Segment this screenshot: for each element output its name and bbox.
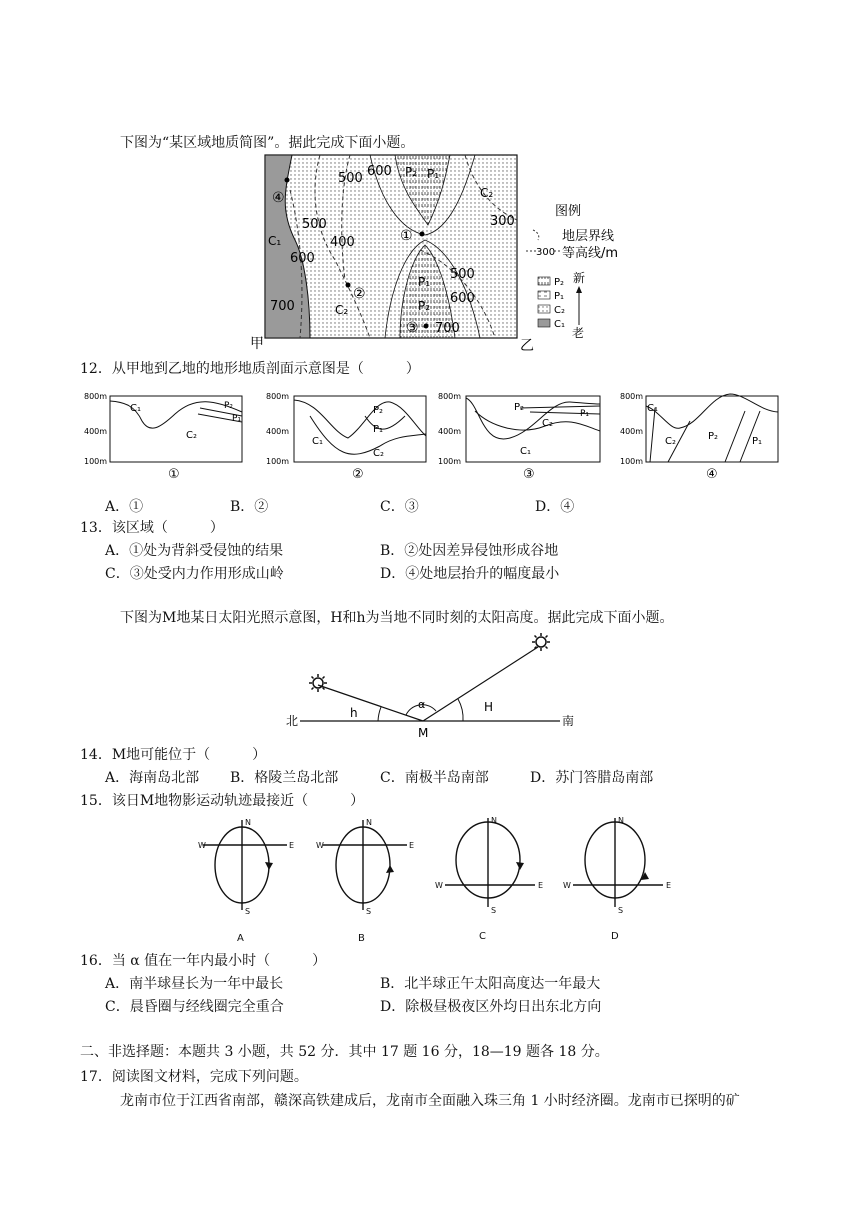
legend-item: C₁	[554, 319, 565, 330]
dir-label: N	[366, 818, 372, 827]
q14-option-b[interactable]: B．格陵兰岛北部	[230, 770, 339, 786]
y-label: 800m	[266, 392, 290, 401]
contour-label: 500	[450, 267, 475, 282]
contour-label: 500	[302, 217, 327, 232]
dir-label: E	[666, 881, 672, 890]
q17-text: 龙南市位于江西省南部，赣深高铁建成后，龙南市全面融入珠三角 1 小时经济圈。龙南市已探明的矿	[120, 1093, 740, 1109]
option-label[interactable]: C	[479, 931, 486, 942]
q14-option-c[interactable]: C．南极半岛南部	[380, 770, 489, 786]
option-label[interactable]: B	[358, 933, 365, 944]
profile-label: C₂	[542, 418, 553, 429]
dir-label: N	[245, 818, 251, 827]
sun-diagram	[288, 625, 588, 740]
profile-number: ①	[168, 467, 180, 482]
strata-label: P₁	[427, 167, 440, 181]
profile-label: P₂	[224, 401, 234, 411]
dir-label: S	[618, 906, 624, 915]
y-label: 400m	[438, 427, 462, 436]
y-label: 100m	[266, 457, 290, 466]
dir-label: W	[316, 841, 324, 850]
profile-number: ④	[706, 467, 718, 482]
y-label: 400m	[84, 427, 108, 436]
q16-option-b[interactable]: B．北半球正午太阳高度达一年最大	[380, 976, 601, 992]
sun-icon	[309, 674, 327, 692]
strata-label: C₁	[268, 234, 282, 248]
point-label: ③	[406, 320, 419, 336]
y-label: 800m	[438, 392, 462, 401]
q13-option-b[interactable]: B．②处因差异侵蚀形成谷地	[380, 543, 559, 559]
dir-label: W	[198, 841, 206, 850]
q12-option-d[interactable]: D．④	[535, 499, 575, 515]
big-h-label: H	[484, 700, 494, 714]
profile-label: P₁	[580, 409, 590, 419]
q12-option-c[interactable]: C．③	[380, 499, 419, 515]
contour-label: 300	[490, 214, 515, 229]
y-label: 100m	[438, 457, 462, 466]
profile-label: C₁	[520, 446, 531, 457]
q12-stem: 12．从甲地到乙地的地形地质剖面示意图是（ ）	[80, 361, 420, 377]
point-label: ④	[272, 190, 285, 206]
contour-label: 600	[450, 291, 475, 306]
dir-label: E	[409, 841, 415, 850]
y-label: 400m	[266, 427, 290, 436]
shadow-track-diagrams	[195, 815, 685, 945]
legend-old: 老	[572, 326, 585, 340]
section-2-heading: 二、非选择题：本题共 3 小题，共 52 分．其中 17 题 16 分，18—19 题各 18 分。	[80, 1044, 609, 1060]
contour-label: 500	[338, 171, 363, 186]
q17-stem: 17．阅读图文材料，完成下列问题。	[80, 1069, 308, 1085]
q16-option-d[interactable]: D．除极昼极夜区外均日出东北方向	[380, 999, 602, 1015]
y-label: 800m	[84, 392, 108, 401]
profile-label: C₁	[312, 436, 323, 447]
q14-stem: 14．M地可能位于（ ）	[80, 747, 267, 763]
contour-label: 400	[330, 235, 355, 250]
y-label: 100m	[620, 457, 644, 466]
profile-number: ③	[523, 467, 535, 482]
profile-diagrams	[80, 386, 790, 486]
q16-stem: 16．当 α 值在一年内最小时（ ）	[80, 953, 327, 969]
q15-stem: 15．该日M地物影运动轨迹最接近（ ）	[80, 793, 365, 809]
profile-label: C₁	[130, 403, 141, 414]
legend-item: P₂	[554, 277, 565, 288]
dir-label: W	[563, 881, 571, 890]
south-label: 南	[562, 714, 575, 728]
profile-label: C₂	[373, 448, 384, 459]
q13-option-c[interactable]: C．③处受内力作用形成山岭	[105, 566, 284, 582]
strata-label: C₂	[480, 186, 494, 200]
profile-label: P₁	[752, 436, 763, 447]
legend-contour-num: 300	[536, 247, 556, 258]
q16-option-c[interactable]: C．晨昏圈与经线圈完全重合	[105, 999, 284, 1015]
q12-option-b[interactable]: B．②	[230, 499, 269, 515]
contour-label: 700	[270, 299, 295, 314]
strata-label: P₂	[418, 299, 431, 313]
profile-label: C₁	[647, 403, 658, 414]
strata-label: C₂	[335, 303, 349, 317]
y-label: 100m	[84, 457, 108, 466]
option-label[interactable]: D	[611, 931, 619, 942]
profile-label: P₁	[232, 414, 242, 424]
north-label: 北	[286, 714, 299, 728]
intro-text-2: 下图为M地某日太阳光照示意图，H和h为当地不同时刻的太阳高度。据此完成下面小题。	[120, 610, 674, 626]
q14-option-a[interactable]: A．海南岛北部	[105, 770, 200, 786]
contour-label: 600	[367, 164, 392, 179]
dir-label: E	[538, 881, 544, 890]
strata-label: P₂	[405, 165, 418, 179]
legend-contour: 等高线/m	[562, 246, 619, 261]
profile-label: C₂	[665, 436, 676, 447]
strata-label: P₁	[418, 275, 431, 289]
q12-option-a[interactable]: A．①	[105, 499, 144, 515]
option-label[interactable]: A	[237, 933, 244, 944]
y-label: 800m	[620, 392, 644, 401]
profile-label: P₁	[373, 424, 384, 435]
legend-new: 新	[573, 271, 586, 285]
profile-label: P₂	[373, 405, 384, 416]
dir-label: E	[289, 841, 295, 850]
dir-label: S	[491, 906, 497, 915]
point-label: ①	[400, 228, 413, 244]
dir-label: W	[435, 881, 443, 890]
geologic-map	[250, 150, 650, 355]
q13-stem: 13．该区域（ ）	[80, 520, 224, 536]
point-label: ②	[353, 286, 366, 302]
legend-item: C₂	[554, 305, 565, 316]
legend-item: P₁	[554, 291, 565, 302]
legend-boundary: 地层界线	[562, 229, 615, 244]
sun-icon	[532, 633, 550, 651]
profile-label: P₂	[708, 431, 719, 442]
intro-text-1: 下图为“某区域地质简图”。据此完成下面小题。	[120, 135, 415, 151]
profile-label: P₂	[514, 402, 525, 413]
q13-option-a[interactable]: A．①处为背斜受侵蚀的结果	[105, 543, 284, 559]
yi-label: 乙	[520, 338, 534, 354]
m-label: M	[418, 726, 429, 740]
alpha-label: α	[418, 698, 426, 711]
legend-title: 图例	[555, 204, 582, 219]
h-label: h	[350, 706, 358, 720]
dir-label: N	[491, 816, 497, 825]
dir-label: S	[245, 907, 251, 916]
profile-number: ②	[352, 467, 364, 482]
jia-label: 甲	[250, 336, 264, 352]
q16-option-a[interactable]: A．南半球昼长为一年中最长	[105, 976, 284, 992]
dir-label: S	[366, 907, 372, 916]
dir-label: N	[618, 816, 624, 825]
q14-option-d[interactable]: D．苏门答腊岛南部	[530, 770, 654, 786]
contour-label: 700	[435, 321, 460, 336]
profile-label: C₂	[186, 430, 197, 441]
y-label: 400m	[620, 427, 644, 436]
q13-option-d[interactable]: D．④处地层抬升的幅度最小	[380, 566, 560, 582]
contour-label: 600	[290, 251, 315, 266]
